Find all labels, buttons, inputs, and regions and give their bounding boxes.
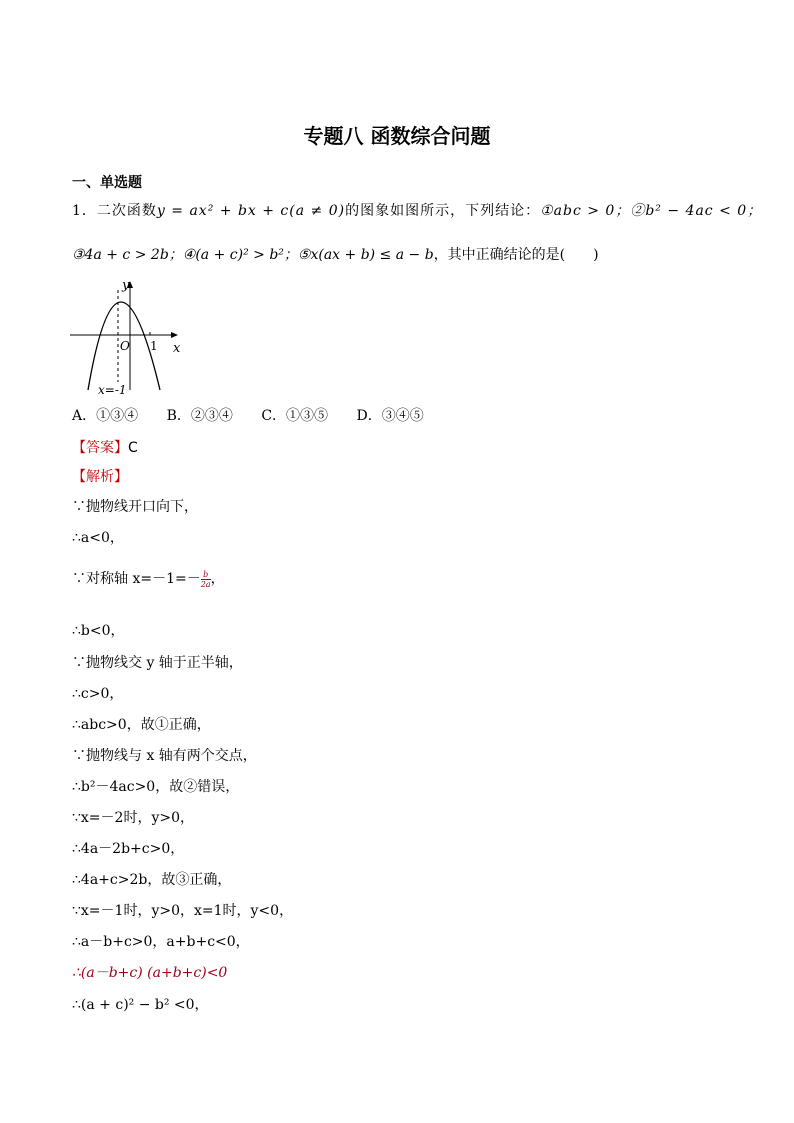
- line-3-text: ∵对称轴 x=－1=－: [72, 571, 201, 587]
- conclusion-4: ④(a + c)² > b²；: [182, 247, 298, 263]
- question-stem-line2: [72, 244, 599, 264]
- stem-prefix: 二次函数: [96, 203, 157, 219]
- analysis-label-text: 【解析】: [72, 469, 128, 485]
- answer-label: 【答案】: [72, 440, 128, 456]
- analysis-line-10: ∵x=－2时，y>0，: [72, 810, 194, 826]
- symmetry-label: x=-1: [98, 383, 127, 397]
- stem-suffix: ，其中正确结论的是( ): [433, 247, 599, 263]
- y-axis-label: y: [122, 278, 130, 293]
- x-axis-arrow: [171, 332, 178, 338]
- option-c[interactable]: C．①③⑤: [261, 408, 329, 424]
- analysis-line-13: ∵x=－1时，y>0，x=1时，y<0，: [72, 903, 294, 919]
- analysis-line-12: ∴4a+c>2b，故③正确，: [72, 872, 232, 888]
- origin-label: O: [120, 339, 130, 353]
- x-axis-label: x: [173, 341, 181, 356]
- analysis-line-5: ∵抛物线交 y 轴于正半轴，: [72, 655, 243, 671]
- fraction: [201, 570, 211, 589]
- analysis-line-7: ∴abc>0，故①正确，: [72, 717, 211, 733]
- fraction-denominator: 2a: [200, 579, 211, 589]
- question-number: 1．: [72, 203, 97, 219]
- conclusion-1: ①abc > 0；: [540, 203, 631, 219]
- option-a[interactable]: A．①③④: [72, 408, 139, 424]
- analysis-line-1: ∵抛物线开口向下，: [72, 499, 198, 515]
- analysis-line-3: [72, 568, 225, 589]
- parabola-graph: [66, 272, 190, 400]
- analysis-line-4: ∴b<0，: [72, 623, 125, 639]
- options-row: [72, 405, 448, 425]
- analysis-label: [72, 466, 128, 486]
- function-expr: y = ax² + bx + c(a ≠ 0): [156, 203, 346, 219]
- conclusion-3: ③4a + c > 2b；: [72, 247, 183, 263]
- section-heading: 一、单选题: [72, 175, 142, 191]
- option-d[interactable]: D．③④⑤: [356, 408, 424, 424]
- tick-label: 1: [150, 339, 158, 353]
- question-stem-line1: [72, 200, 762, 220]
- analysis-line-11: ∴4a－2b+c>0，: [72, 841, 185, 857]
- conclusion-2: ②b² − 4ac < 0；: [630, 203, 763, 219]
- analysis-line-14: ∴a－b+c>0，a+b+c<0，: [72, 934, 250, 950]
- analysis-line-15: ∴(a－b+c) (a+b+c)<0: [72, 965, 228, 981]
- analysis-line-9: ∴b²－4ac>0，故②错误，: [72, 779, 240, 795]
- analysis-line-2: ∴a<0，: [72, 530, 124, 546]
- fraction-numerator: b: [201, 570, 211, 580]
- stem-mid: 的图象如图所示，下列结论：: [345, 203, 541, 219]
- page-title: 专题八 函数综合问题: [303, 124, 491, 148]
- analysis-line-8: ∵抛物线与 x 轴有两个交点，: [72, 748, 257, 764]
- analysis-line-16: ∴(a + c)² − b² <0，: [72, 997, 209, 1013]
- option-b[interactable]: B．②③④: [166, 408, 233, 424]
- conclusion-5: ⑤x(ax + b) ≤ a − b: [297, 247, 434, 263]
- answer-line: [72, 437, 138, 457]
- answer-value: C: [128, 440, 138, 456]
- analysis-line-6: ∴c>0，: [72, 686, 124, 702]
- line-3-tail: ，: [210, 571, 225, 587]
